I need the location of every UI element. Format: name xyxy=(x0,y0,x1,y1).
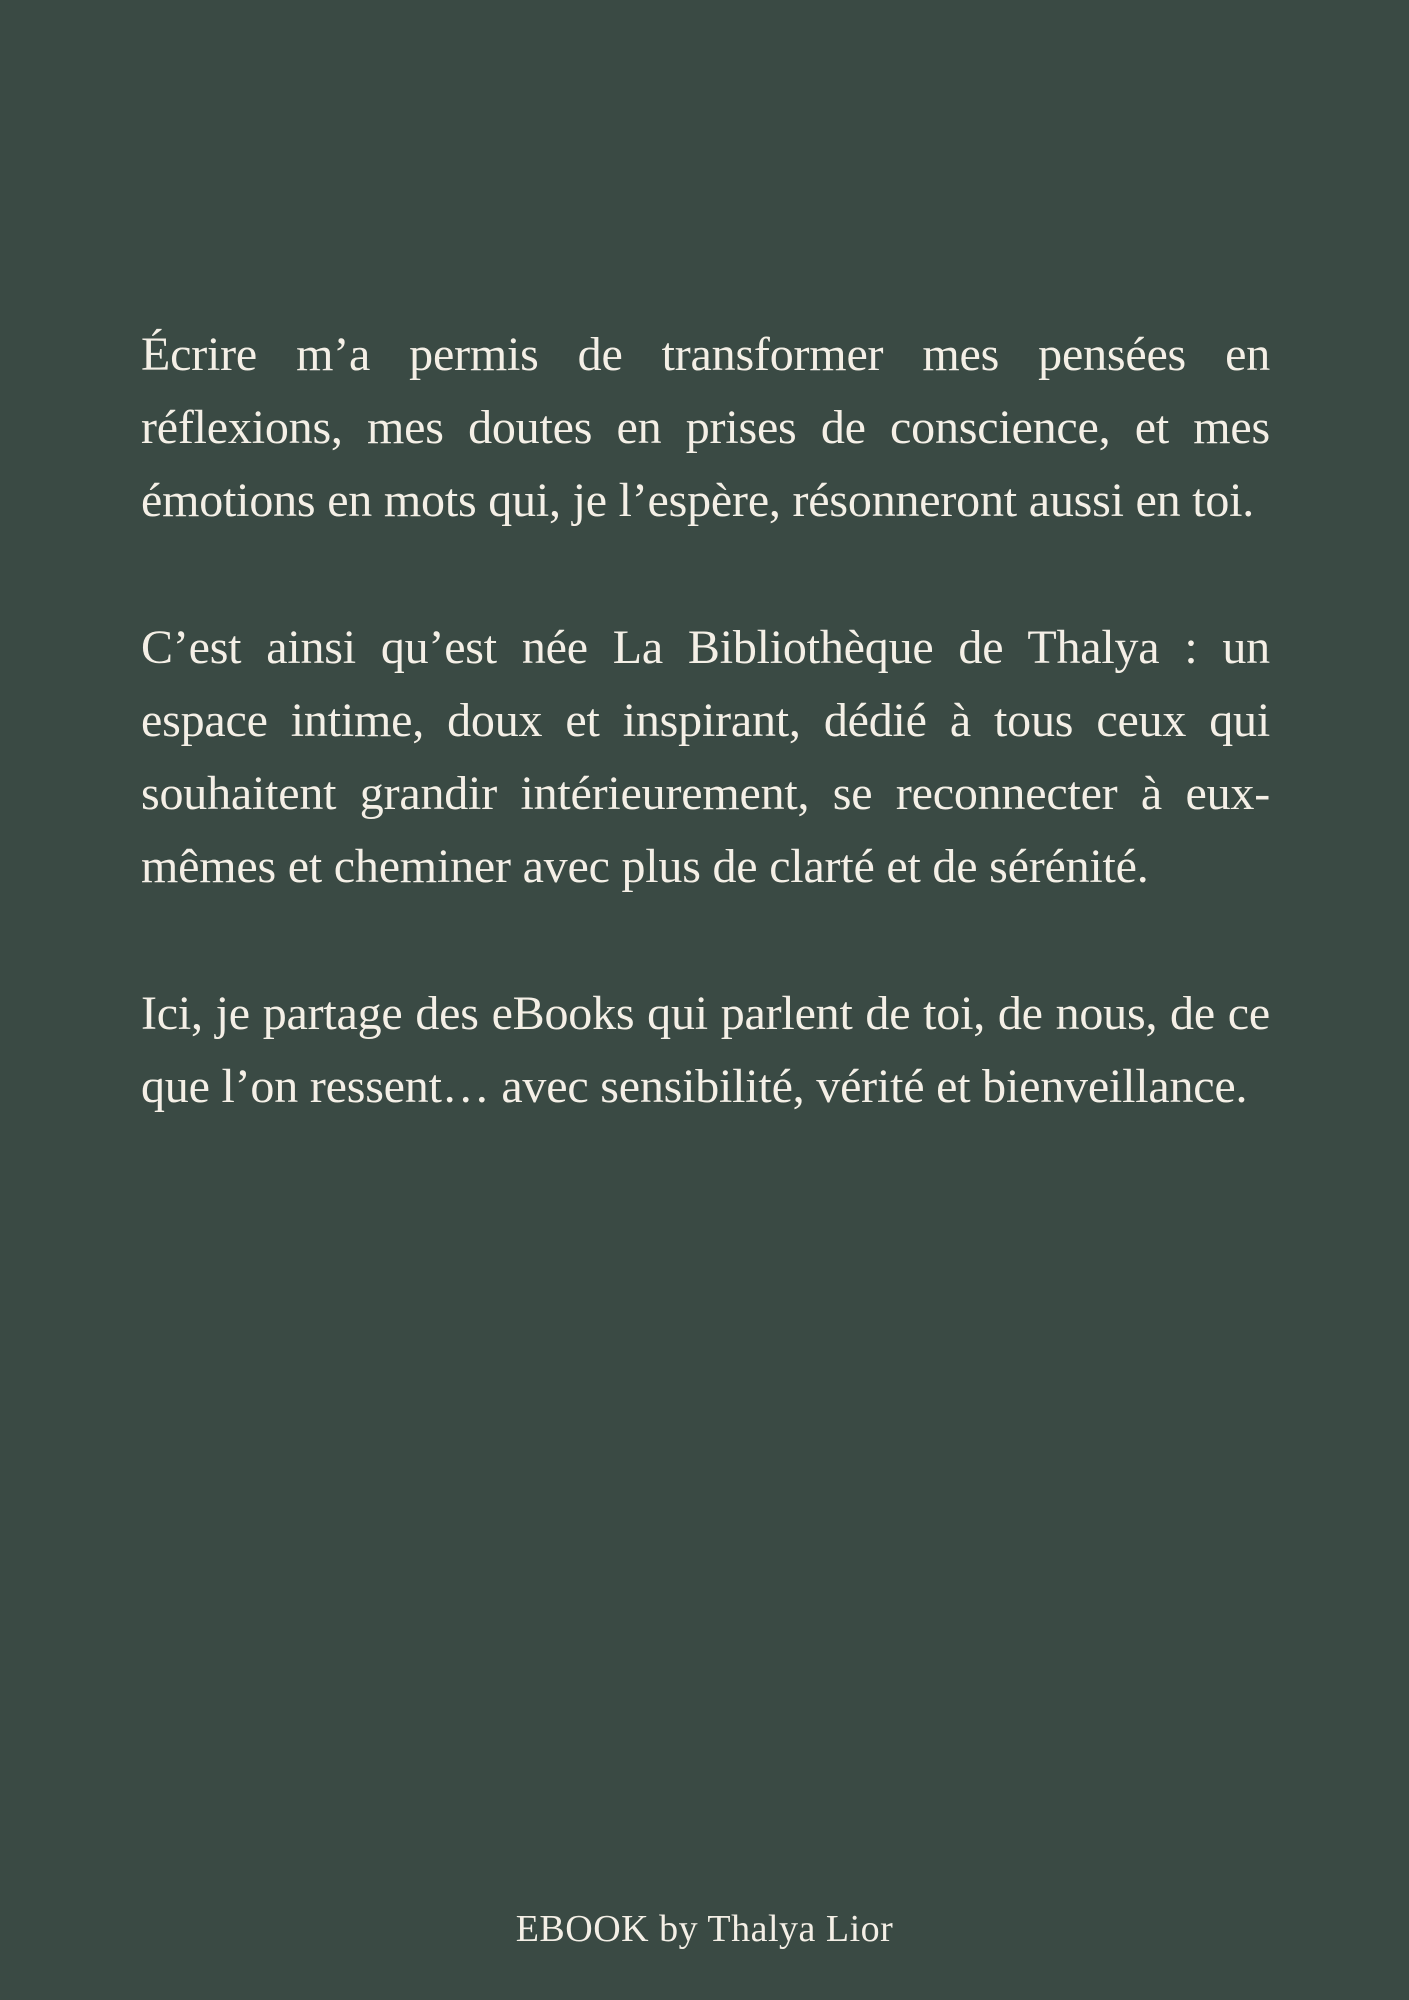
paragraph-writing: Écrire m’a permis de transformer mes pensées en réflexions, mes doutes en prises de conscience, et mes émotions en mots qui, je l’espère, résonneront aussi en toi. xyxy=(141,328,1270,527)
author-credit: EBOOK by Thalya Lior xyxy=(515,1908,894,1950)
paragraph-ebooks: Ici, je partage des eBooks qui parlent de toi, de nous, de ce que l’on ressent… avec sensibilité, vérité et bienveillance. xyxy=(141,987,1270,1113)
paragraph-library: C’est ainsi qu’est née La Bibliothèque de Thalya : un espace intime, doux et inspirant, dédié à tous ceux qui souhaitent grandir intérieurement, se reconnecter à eux-mêmes et cheminer avec plus de clarté et de sérénité. xyxy=(141,621,1270,893)
body-text xyxy=(141,318,1270,1123)
